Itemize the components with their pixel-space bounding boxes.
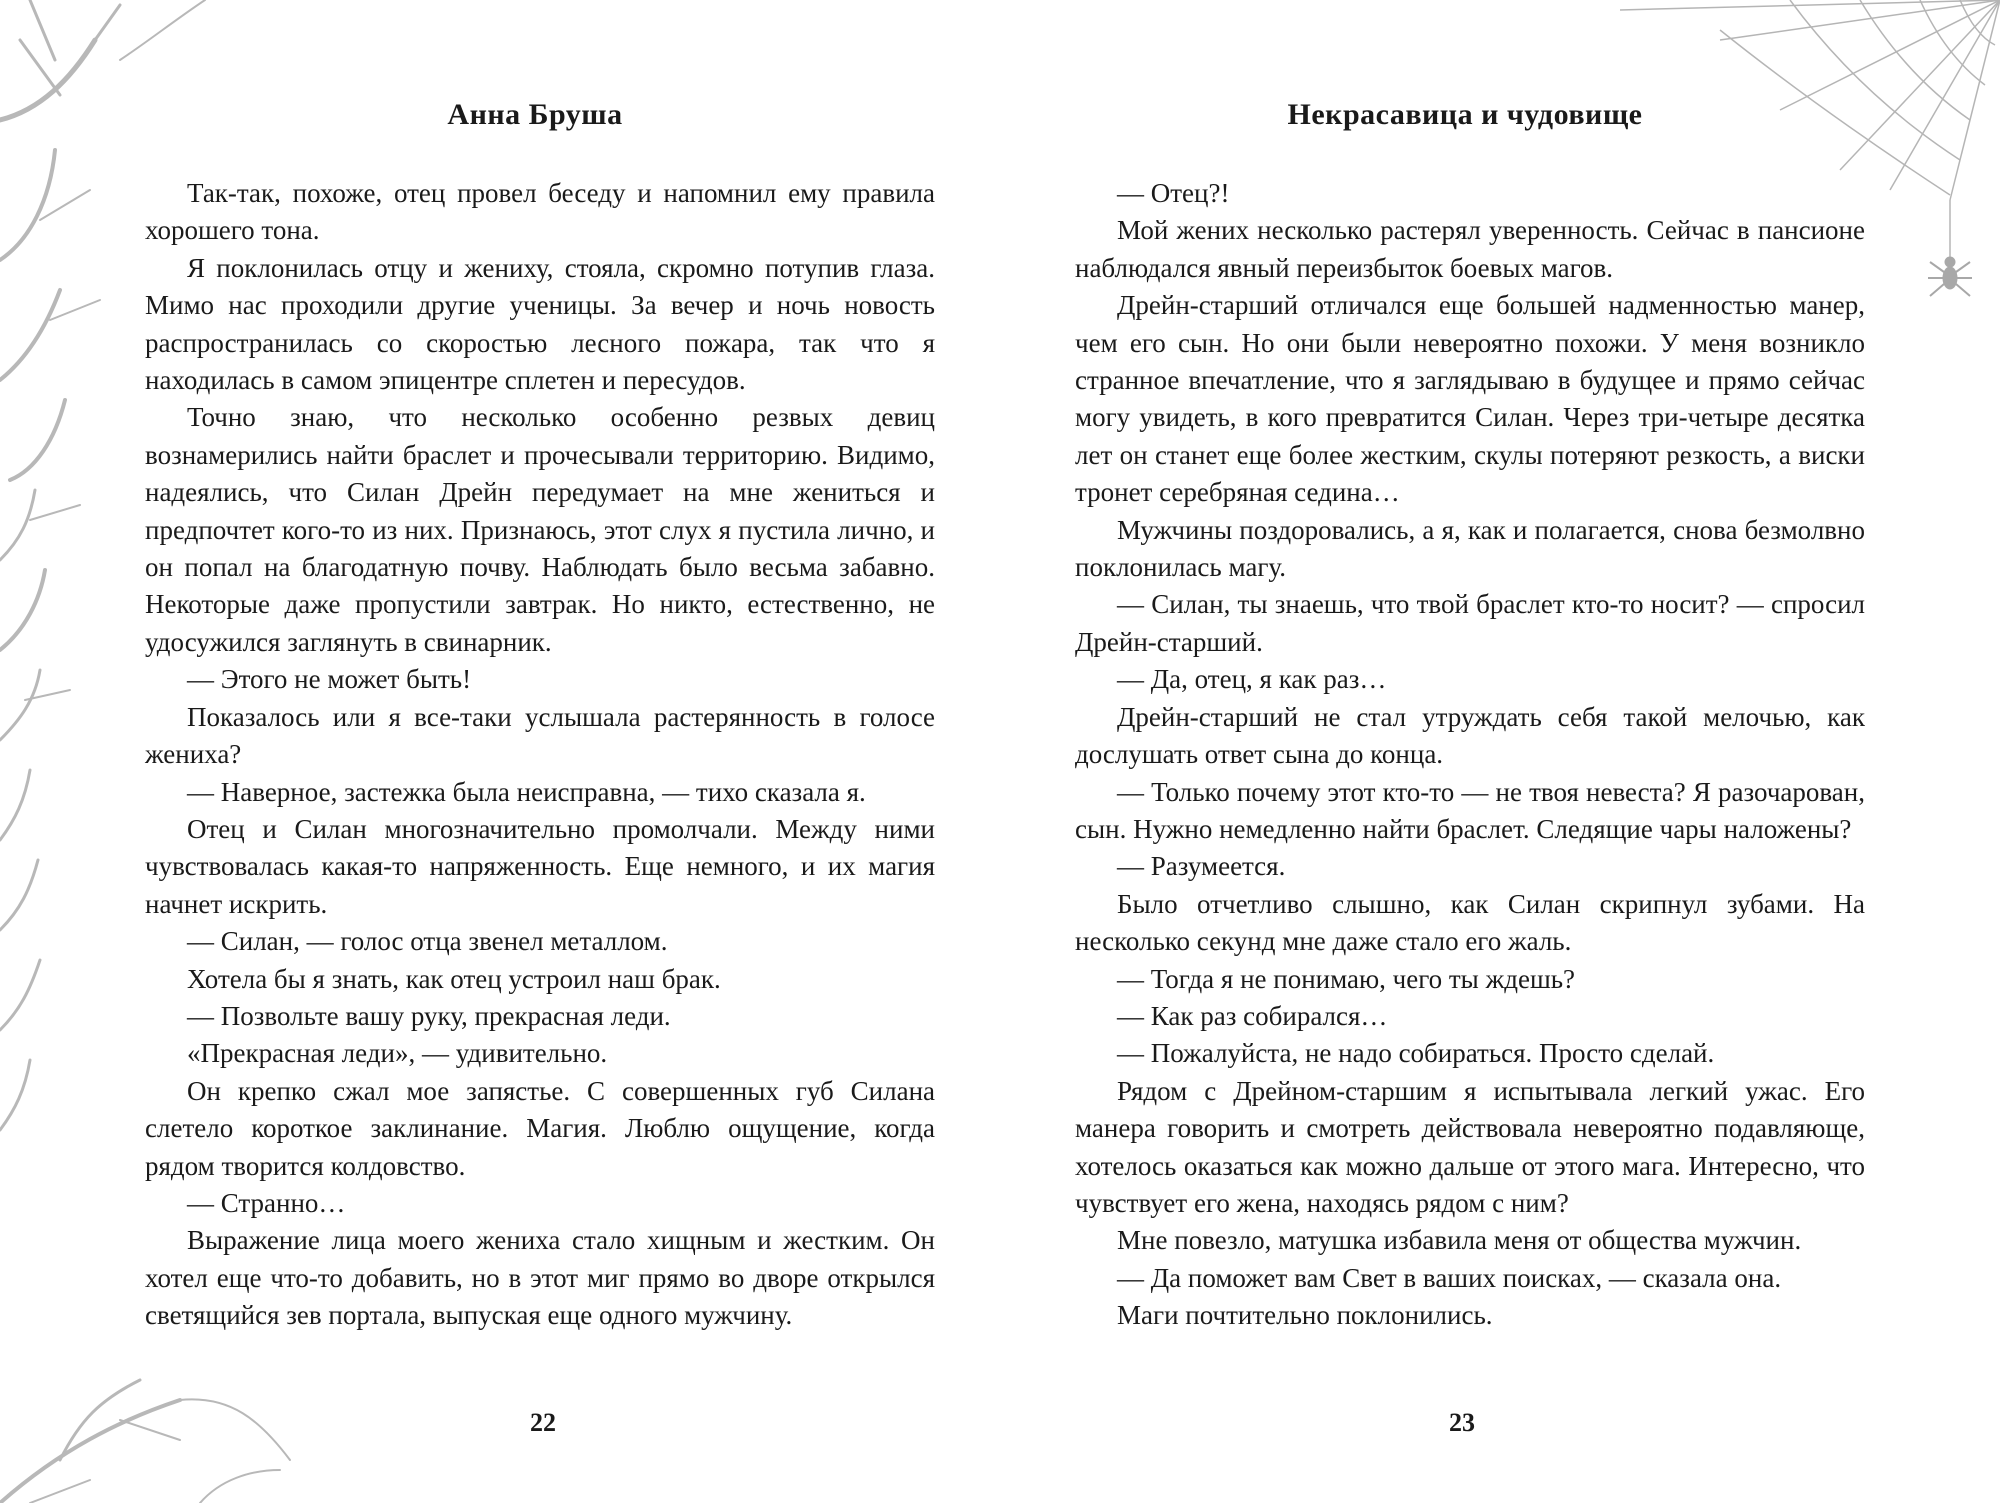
paragraph: — Как раз собирался… <box>1117 1000 1388 1031</box>
paragraph: — Отец?! <box>1117 178 1230 208</box>
paragraph: Отец и Силан многозначительно промолчали. Между ними чувствовалась какая-то напряженность. Еще немного, и их магия начнет искрить. <box>145 813 935 919</box>
paragraph: — Пожалуйста, не надо собираться. Просто сделай. <box>1117 1038 1715 1069</box>
paragraph: Мужчины поздоровались, а я, как и полагается, снова безмолвно поклонилась магу. <box>1075 514 1865 583</box>
paragraph: Я поклонилась отцу и жениху, стояла, скромно потупив глаза. Мимо нас проходили другие ученицы. За вечер и ночь новость распространилась со скоростью лесного пожара, так что я находилась в самом эпицентре сплетен и пересудов. <box>145 252 935 396</box>
paragraph: — Да поможет вам Свет в ваших поисках, — сказала она. <box>1117 1262 1782 1293</box>
left-page-header: Анна Бруша <box>447 98 623 131</box>
paragraph: — Силан, ты знаешь, что твой браслет кто-то носит? — спросил Дрейн-старший. <box>1075 589 1865 657</box>
right-page-body <box>1075 175 1865 1335</box>
paragraph: — Этого не может быть! <box>187 664 472 695</box>
paragraph: «Прекрасная леди», — удивительно. <box>187 1038 608 1069</box>
paragraph: Рядом с Дрейном-старшим я испытывала легкий ужас. Его манера говорить и смотреть действовала невероятно подавляюще, хотелось оказаться как можно дальше от этого мага. Интересно, что чувствует его жена, находясь рядом с ним? <box>1075 1075 1865 1218</box>
paragraph: Мне повезло, матушка избавила меня от общества мужчин. <box>1117 1225 1802 1256</box>
paragraph: — Тогда я не понимаю, чего ты ждешь? <box>1117 963 1576 994</box>
paragraph: Хотела бы я знать, как отец устроил наш брак. <box>187 963 721 994</box>
paragraph: Так-так, похоже, отец провел беседу и напомнил ему правила хорошего тона. <box>145 178 935 246</box>
paragraph: Дрейн-старший отличался еще большей надменностью манер, чем его сын. Но они были невероятно похожи. У меня возникло странное впечатление, что я заглядываю в будущее и прямо сейчас могу увидеть, в кого превратится Силан. Через три-четыре десятка лет он станет еще более жестким, скулы потеряют резкость, а виски тронет серебряная седина… <box>1075 290 1865 508</box>
paragraph: Дрейн-старший не стал утруждать себя такой мелочью, как дослушать ответ сына до конца. <box>1075 701 1865 770</box>
paragraph: — Странно… <box>187 1187 346 1218</box>
paragraph: Было отчетливо слышно, как Силан скрипнул зубами. На несколько секунд мне даже стало его жаль. <box>1075 888 1865 957</box>
right-page-header: Некрасавица и чудовище <box>1287 98 1643 131</box>
paragraph: Точно знаю, что несколько особенно резвых девиц вознамерились найти браслет и прочесывали территорию. Видимо, надеялись, что Силан Дрейн передумает на мне жениться и предпочтет кого-то из них. Признаюсь, этот слух я пустила лично, и он попал на благодатную почву. Наблюдать было весьма забавно. Некоторые даже пропустили завтрак. Но никто, естественно, не удосужился заглянуть в свинарник. <box>145 402 935 657</box>
paragraph: Показалось или я все-таки услышала растерянность в голосе жениха? <box>145 701 935 770</box>
paragraph: — Только почему этот кто-то — не твоя невеста? Я разочарован, сын. Нужно немедленно найти браслет. Следящие чары наложены? <box>1075 776 1865 844</box>
paragraph: — Разумеется. <box>1117 851 1286 882</box>
right-page-number: 23 <box>1449 1408 1475 1437</box>
paragraph: Маги почтительно поклонились. <box>1117 1300 1493 1331</box>
paragraph: Мой жених несколько растерял уверенность. Сейчас в пансионе наблюдался явный переизбыток боевых магов. <box>1075 215 1865 283</box>
paragraph: Он крепко сжал мое запястье. С совершенных губ Силана слетело короткое заклинание. Магия. Люблю ощущение, когда рядом творится колдовство. <box>145 1075 935 1181</box>
spider-icon <box>1928 257 1972 296</box>
paragraph: Выражение лица моего жениха стало хищным и жестким. Он хотел еще что-то добавить, но в этот миг прямо во дворе открылся светящийся зев портала, выпуская еще одного мужчину. <box>145 1225 935 1331</box>
paragraph: — Силан, — голос отца звенел металлом. <box>187 926 668 957</box>
paragraph: — Наверное, застежка была неисправна, — тихо сказала я. <box>187 776 866 807</box>
paragraph: — Да, отец, я как раз… <box>1117 664 1387 695</box>
left-page-body <box>145 175 935 1335</box>
left-page-number: 22 <box>530 1408 556 1437</box>
paragraph: — Позвольте вашу руку, прекрасная леди. <box>187 1000 671 1031</box>
